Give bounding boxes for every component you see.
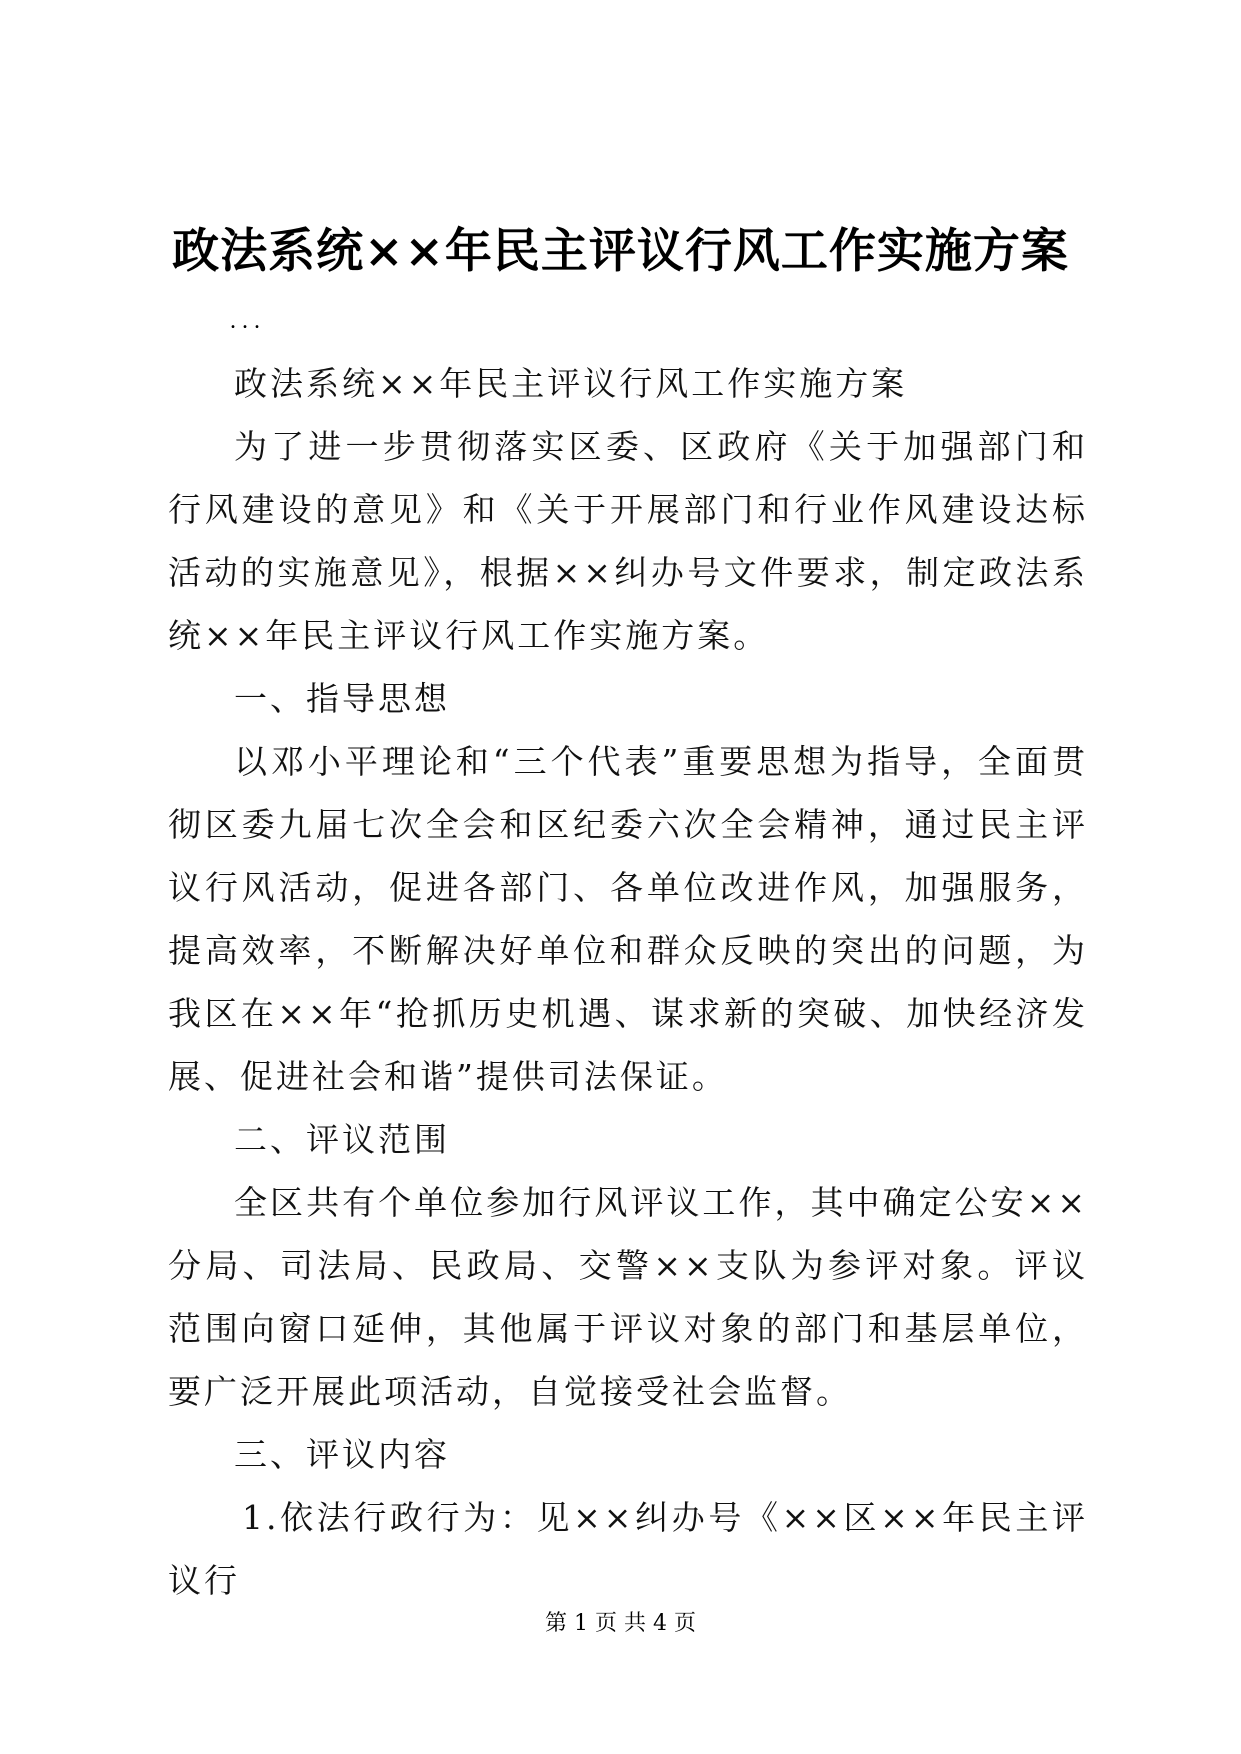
scope-paragraph: 全区共有个单位参加行风评议工作，其中确定公安××分局、司法局、民政局、交警××支队为参评对象。评议范围向窗口延伸，其他属于评议对象的部门和基层单位，要广泛开展此项活动，自觉接受社会监督。 [168, 1183, 1088, 1411]
section-heading-scope: 二、评议范围 [234, 1120, 450, 1159]
content-item-1: 1.依法行政行为：见××纠办号《××区××年民主评议行 [168, 1498, 1088, 1600]
ellipsis-marker: ... [230, 308, 266, 334]
intro-paragraph: 为了进一步贯彻落实区委、区政府《关于加强部门和行风建设的意见》和《关于开展部门和行业作风建设达标活动的实施意见》，根据××纠办号文件要求，制定政法系统××年民主评议行风工作实施方案。 [168, 427, 1088, 655]
document-title: 政法系统××年民主评议行风工作实施方案 [172, 224, 1069, 279]
document-body [168, 352, 1088, 1612]
page-footer: 第 1 页 共 4 页 [545, 1611, 696, 1636]
section-heading-content: 三、评议内容 [234, 1435, 450, 1474]
subtitle-paragraph: 政法系统××年民主评议行风工作实施方案 [234, 364, 908, 403]
section-heading-guiding-ideology: 一、指导思想 [234, 679, 450, 718]
guiding-ideology-paragraph: 以邓小平理论和“三个代表”重要思想为指导，全面贯彻区委九届七次全会和区纪委六次全会精神，通过民主评议行风活动，促进各部门、各单位改进作风，加强服务，提高效率，不断解决好单位和群众反映的突出的问题，为我区在××年“抢抓历史机遇、谋求新的突破、加快经济发展、促进社会和谐”提供司法保证。 [168, 742, 1088, 1096]
